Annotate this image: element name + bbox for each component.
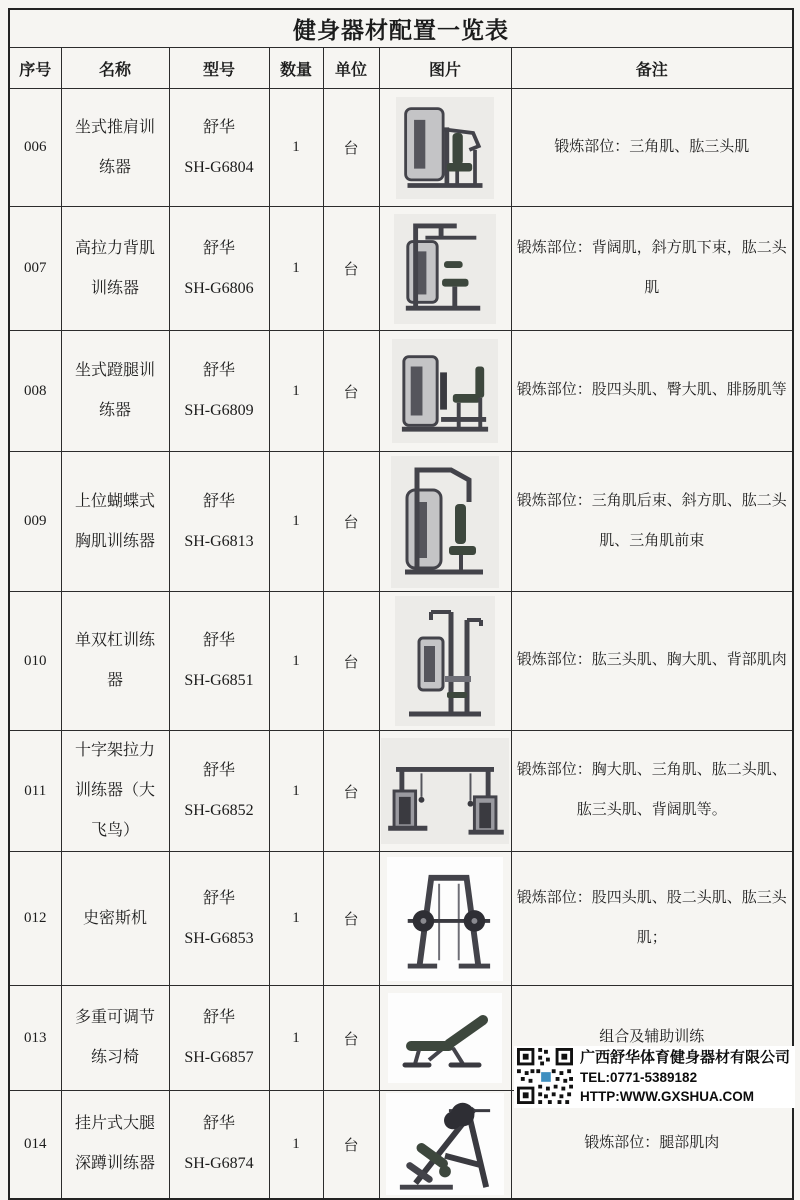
seated-shoulder-press-image: [396, 97, 494, 199]
pec-fly-image: [391, 456, 499, 588]
qty-cell: 1: [269, 1091, 323, 1199]
col-header-name: 名称: [61, 48, 169, 89]
model-cell: [169, 89, 269, 207]
model-cell: [169, 207, 269, 331]
plate-loaded-squat-image: [386, 1093, 504, 1195]
model-number: SH-G6853: [184, 929, 254, 947]
brand: 舒华: [202, 492, 235, 510]
company-name: 广西舒华体育健身器材有限公司: [580, 1049, 791, 1066]
name-cell: [61, 852, 169, 986]
page-title: 健身器材配置一览表: [9, 9, 793, 48]
remark-cell: 组合及辅助训练: [511, 986, 793, 1091]
serial-cell: 008: [9, 331, 61, 452]
cable-crossover-icon: [382, 742, 508, 840]
brand: 舒华: [202, 632, 235, 649]
col-header-serial: 序号: [9, 48, 61, 89]
serial-cell: 013: [9, 986, 61, 1091]
unit-cell: 台: [323, 731, 379, 852]
lat-pulldown-image: [394, 214, 496, 324]
model-cell: [169, 852, 269, 986]
remark-cell: 锻炼部位：背阔肌，斜方肌下束，肱二头肌: [511, 207, 793, 331]
equipment-name: 十字架拉力训练器（大飞鸟）: [74, 742, 155, 839]
equipment-name: 坐式蹬腿训练器: [74, 362, 155, 419]
model-cell: [169, 592, 269, 731]
qr-code-icon: [517, 1048, 573, 1104]
serial-cell: 007: [9, 207, 61, 331]
brand: 舒华: [202, 118, 235, 136]
dip-chin-assist-image: [395, 596, 495, 726]
remark-cell: 锻炼部位：股四头肌、臀大肌、腓肠肌等: [511, 331, 793, 452]
picture-cell: [379, 1091, 511, 1199]
model-number: SH-G6813: [184, 532, 254, 550]
unit-cell: 台: [323, 1091, 379, 1199]
serial-cell: 010: [9, 592, 61, 731]
remark-cell: 锻炼部位：腿部肌肉: [511, 1091, 793, 1199]
unit-cell: 台: [323, 89, 379, 207]
equipment-table: [8, 8, 794, 1200]
serial-cell: 006: [9, 89, 61, 207]
qty-cell: 1: [269, 731, 323, 852]
col-header-qty: 数量: [269, 48, 323, 89]
qty-cell: 1: [269, 89, 323, 207]
serial-cell: 014: [9, 1091, 61, 1199]
lat-pulldown-icon: [398, 216, 492, 322]
serial-cell: 012: [9, 852, 61, 986]
plate-loaded-squat-icon: [392, 1093, 498, 1195]
brand: 舒华: [202, 239, 235, 257]
model-cell: [169, 452, 269, 592]
equipment-name: 史密斯机: [82, 909, 147, 927]
qty-cell: 1: [269, 592, 323, 731]
title-row: [9, 9, 793, 48]
equipment-name: 单双杠训练器: [74, 632, 155, 689]
adjustable-bench-icon: [393, 1002, 497, 1074]
brand: 舒华: [202, 362, 235, 379]
brand: 舒华: [202, 1115, 235, 1133]
unit-cell: 台: [323, 986, 379, 1091]
model-number: SH-G6852: [184, 802, 254, 819]
col-header-picture: 图片: [379, 48, 511, 89]
name-cell: [61, 731, 169, 852]
remark-cell: 锻炼部位：肱三头肌、胸大肌、背部肌肉: [511, 592, 793, 731]
equipment-name: 坐式推肩训练器: [74, 118, 155, 176]
equipment-name: 高拉力背肌训练器: [74, 239, 155, 297]
header-row: [9, 48, 793, 89]
remark-cell: 锻炼部位：股四头肌、股二头肌、肱三头肌；: [511, 852, 793, 986]
remark-cell: 锻炼部位：三角肌后束、斜方肌、肱二头肌、三角肌前束: [511, 452, 793, 592]
picture-cell: [379, 986, 511, 1091]
model-number: SH-G6809: [184, 402, 254, 419]
equipment-name: 上位蝴蝶式胸肌训练器: [74, 492, 155, 550]
model-number: SH-G6857: [184, 1049, 254, 1066]
equipment-name: 挂片式大腿深蹲训练器: [74, 1115, 155, 1173]
pec-fly-icon: [397, 460, 493, 584]
model-number: SH-G6806: [184, 279, 254, 297]
picture-cell: [379, 852, 511, 986]
qty-cell: 1: [269, 452, 323, 592]
adjustable-bench-image: [388, 993, 502, 1083]
qty-cell: 1: [269, 207, 323, 331]
unit-cell: 台: [323, 331, 379, 452]
row-007: [9, 207, 793, 331]
qty-cell: 1: [269, 986, 323, 1091]
company-info: [580, 1048, 790, 1106]
unit-cell: 台: [323, 592, 379, 731]
model-cell: [169, 1091, 269, 1199]
row-006: [9, 89, 793, 207]
name-cell: [61, 89, 169, 207]
model-cell: [169, 731, 269, 852]
qty-cell: 1: [269, 852, 323, 986]
model-cell: [169, 331, 269, 452]
picture-cell: [379, 331, 511, 452]
name-cell: [61, 1091, 169, 1199]
model-number: SH-G6874: [184, 1155, 254, 1173]
cable-crossover-image: [381, 738, 509, 844]
equipment-name: 多重可调节练习椅: [74, 1009, 155, 1066]
seated-leg-press-image: [392, 339, 498, 443]
brand: 舒华: [202, 1009, 235, 1026]
picture-cell: [379, 731, 511, 852]
smith-machine-icon: [394, 864, 496, 974]
name-cell: [61, 452, 169, 592]
row-011: [9, 731, 793, 852]
company-website: HTTP:WWW.GXSHUA.COM: [580, 1089, 754, 1104]
seated-leg-press-icon: [396, 343, 494, 439]
unit-cell: 台: [323, 452, 379, 592]
name-cell: [61, 207, 169, 331]
serial-cell: 009: [9, 452, 61, 592]
row-009: [9, 452, 793, 592]
company-tel: TEL:0771-5389182: [580, 1070, 698, 1085]
dip-chin-assist-icon: [401, 600, 489, 722]
smith-machine-image: [387, 857, 503, 981]
name-cell: [61, 986, 169, 1091]
brand: 舒华: [202, 889, 235, 907]
picture-cell: [379, 452, 511, 592]
picture-cell: [379, 592, 511, 731]
row-012: [9, 852, 793, 986]
model-cell: [169, 986, 269, 1091]
serial-cell: 011: [9, 731, 61, 852]
col-header-unit: 单位: [323, 48, 379, 89]
remark-cell: 锻炼部位：胸大肌、三角肌、肱二头肌、肱三头肌、背阔肌等。: [511, 731, 793, 852]
row-010: [9, 592, 793, 731]
remark-cell: 锻炼部位：三角肌、肱三头肌: [511, 89, 793, 207]
col-header-model: 型号: [169, 48, 269, 89]
company-watermark: [514, 1046, 795, 1108]
name-cell: [61, 592, 169, 731]
unit-cell: 台: [323, 207, 379, 331]
model-number: SH-G6804: [184, 158, 254, 176]
seated-shoulder-press-icon: [400, 101, 490, 195]
picture-cell: [379, 89, 511, 207]
qty-cell: 1: [269, 331, 323, 452]
col-header-remark: 备注: [511, 48, 793, 89]
model-number: SH-G6851: [184, 672, 254, 689]
unit-cell: 台: [323, 852, 379, 986]
row-008: [9, 331, 793, 452]
brand: 舒华: [202, 762, 235, 779]
name-cell: [61, 331, 169, 452]
picture-cell: [379, 207, 511, 331]
